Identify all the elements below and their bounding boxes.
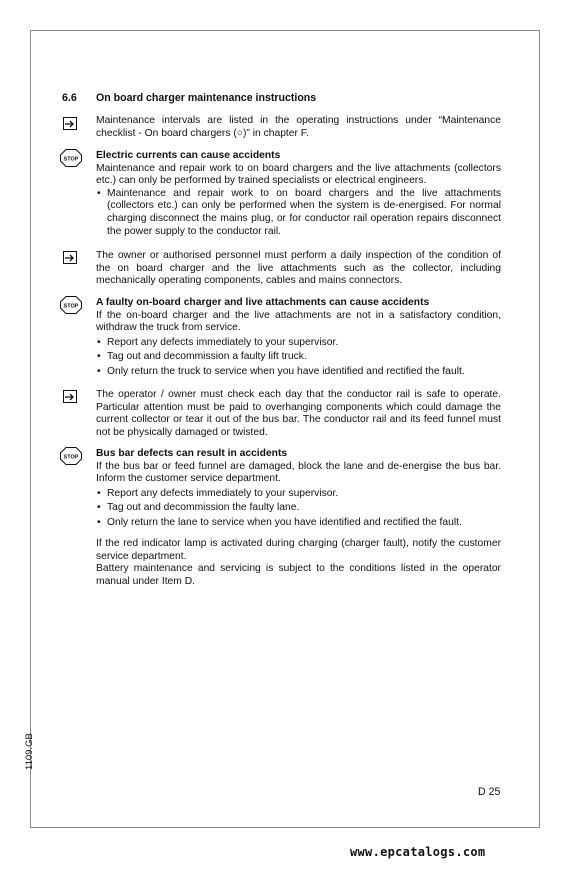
warning-title: Electric currents can cause accidents — [96, 150, 281, 161]
arrow-right-icon — [60, 250, 82, 268]
list-item: • Tag out and decommission the faulty lane. — [96, 502, 501, 515]
list-item: • Only return the truck to service when you have identified and rectified the fault. — [96, 366, 501, 379]
svg-text:STOP: STOP — [63, 454, 79, 461]
document-code: 1109.GB — [24, 733, 35, 770]
page-number: D 25 — [478, 786, 501, 798]
list-item: • Only return the lane to service when you have identified and rectified the fault. — [96, 517, 501, 530]
warning-title: Bus bar defects can result in accidents — [96, 448, 288, 459]
stop-sign-icon — [60, 296, 82, 314]
warning-text: Maintenance and repair work to on board chargers and the live attachments (collectors etc.) can only be performed by trained specialists or electrical engineers. — [96, 162, 501, 187]
charger-fault-note — [96, 538, 501, 588]
conductor-rail-check-note: The operator / owner must check each day that the conductor rail is safe to operate. Particular attention must be paid to overhanging components which could damage the current collector or tear it out of the bus bar. The conductor rail and its feed funnel must not be physically damaged or twisted. — [96, 389, 501, 438]
list-item: • Maintenance and repair work to on board chargers and the live attachments (collectors etc.) can only be performed when the system is de-energised. For normal charging disconnect the mains plug, or for conductor rail operation repairs disconnect the power supply to the conductor rail. — [96, 188, 501, 238]
warning-text: If the bus bar or feed funnel are damaged, block the lane and de-energise the bus bar. Inform the customer service department. — [96, 460, 501, 485]
arrow-right-icon — [60, 389, 82, 407]
section-number: 6.6 — [62, 92, 77, 104]
svg-text:STOP: STOP — [63, 156, 79, 163]
warning-bus-bar-defects — [96, 448, 501, 530]
list-item: • Report any defects immediately to your supervisor. — [96, 337, 501, 350]
warning-title: A faulty on-board charger and live attachments can cause accidents — [96, 297, 430, 308]
svg-text:STOP: STOP — [63, 303, 79, 310]
stop-sign-icon — [60, 447, 82, 465]
warning-electric-currents — [96, 150, 501, 238]
stop-sign-icon — [60, 149, 82, 167]
section-title: On board charger maintenance instructions — [96, 92, 317, 104]
warning-text: If the on-board charger and the live attachments are not in a satisfactory condition, withdraw the truck from service. — [96, 309, 501, 334]
arrow-right-icon — [60, 116, 82, 134]
indicator-lamp-text: If the red indicator lamp is activated during charging (charger fault), notify the customer service department. — [96, 538, 501, 562]
section-heading — [62, 92, 316, 105]
maintenance-intervals-note: Maintenance intervals are listed in the operating instructions under “Maintenance checklist - On board chargers (○)” in chapter F. — [96, 115, 501, 139]
list-item: • Report any defects immediately to your supervisor. — [96, 488, 501, 501]
battery-maintenance-text: Battery maintenance and servicing is subject to the conditions listed in the operator manual under Item D. — [96, 563, 501, 587]
daily-inspection-note: The owner or authorised personnel must perform a daily inspection of the condition of the on board charger and the live attachments such as the collector, including mechanically operating components, cables and mains connectors. — [96, 250, 501, 287]
warning-faulty-charger — [96, 297, 501, 379]
list-item: • Tag out and decommission a faulty lift truck. — [96, 351, 501, 364]
watermark: www.epcatalogs.com — [350, 845, 486, 859]
